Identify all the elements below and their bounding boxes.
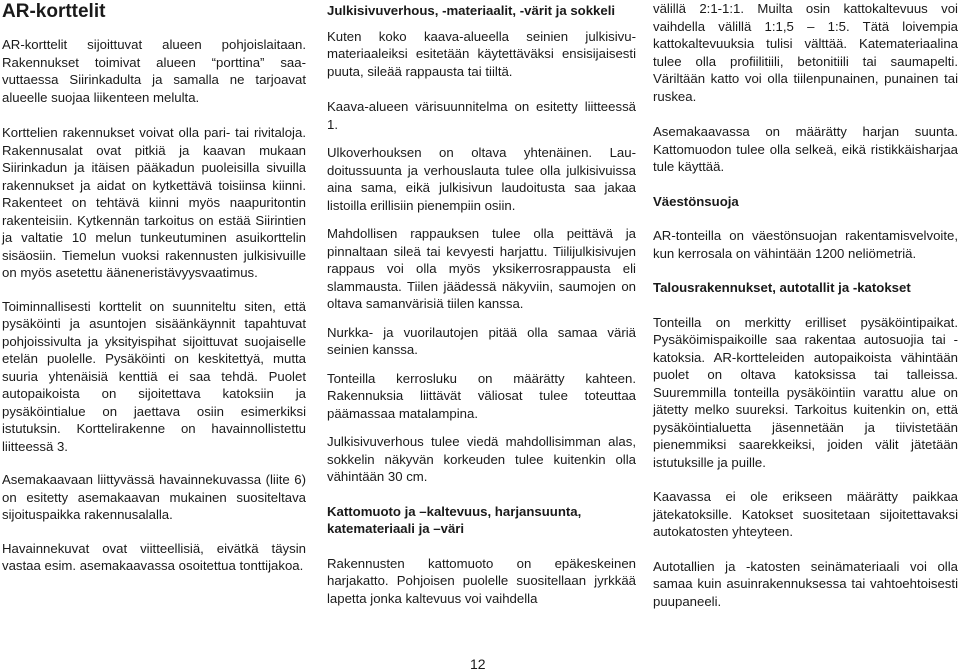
paragraph: Asemakaavaan liittyvässä havainnekuvassa (liite 6) on esitetty asemakaavan mukainen suositeltava sijoituspaikka rakennusalalla. [2,472,306,522]
paragraph: Kaava-alueen värisuunnitelma on esitetty liitteessä 1. [327,99,636,132]
paragraph: Toiminnallisesti korttelit on suunniteltu siten, että pysäköinti ja asuntojen sisäänkäynnit tapahtuvat pohjoissivulta ja yksityispihat sijoittuvat suojaiselle etelän puolelle. Pysäköinti on keskitettyä, mutta suuria yhtenäisiä kenttiä ei saa tehdä. Puolet autopaikoista on sijoitettava katoksiin ja pysäköintialue on jaettava osiin esimerkiksi istutuksin. Korttelirakenne on havainnollistettu liitteessä 3. [2,298,306,454]
paragraph: Kuten koko kaava-alueella seinien julkisivumateriaaleiksi esitetään käytettäväksi ensisijaisesti puuta, sileää rappausta tai tiiltä. [327,28,636,79]
column-3 [653,0,958,610]
paragraph: Asemakaavassa on määrätty harjan suunta. Kattomuodon tulee olla selkeä, eikä ristikkäisharjaa tule käyttää. [653,124,958,174]
section-title: AR-korttelit [2,1,106,22]
paragraph: Nurkka- ja vuorilautojen pitää olla samaa väriä seinien kanssa. [327,324,636,357]
paragraph: Julkisivuverhous tulee viedä mahdollisimman alas, sokkelin näkyvän korkeuden tulee kuitenkin olla vähintään 30 cm. [327,434,636,484]
heading-shelter: Väestönsuoja [653,193,739,209]
paragraph: Ulkoverhouksen on oltava yhtenäinen. Laudoitussuunta ja verhouslauta tulee olla julkisivuissa aina sama, eikä julkisivun laudoitusta saa jakaa listoilla erillisiin pienempiin osiin. [327,145,636,213]
paragraph: Autotallien ja -katosten seinämateriaali voi olla samaa kuin asuinrakennuksessa tai vahtoehtoisesti puupaneeli. [653,558,958,609]
paragraph: Rakennusten kattomuoto on epäkeskeinen harjakatto. Pohjoisen puolelle suositellaan jyrkkää lapetta jonka kaltevuus voi vaihdella [327,555,636,606]
paragraph: AR-korttelit sijoittuvat alueen pohjoislaitaan. Rakennukset toimivat alueen “porttina” saavuttaessa Siirinkadulta ja samalla ne tarjoavat alueelle suojaa liikenteen melulta. [2,37,306,105]
paragraph: Havainnekuvat ovat viitteellisiä, eivätkä täysin vastaa esim. asemakaavassa osoitettua tonttijakoa. [2,540,306,573]
heading-outbuildings: Talousrakennukset, autotallit ja -katokset [653,280,911,295]
paragraph: AR-tonteilla on väestönsuojan rakentamisvelvoite, kun kerrosala on vähintään 1200 neliömetriä. [653,228,958,261]
paragraph: Mahdollisen rappauksen tulee olla peittävä ja pinnaltaan sileä tai kevyesti harjattu. Tiilijulkisivujen rappaus voi olla myös yksikerrosrappausta eli slammausta. Tiilen jäädessä näkyviin, saumojen on oltava samanvärisiä tiilen kanssa. [327,226,636,311]
column-1 [2,0,306,575]
paragraph: Kaavassa ei ole erikseen määrätty paikkaa jätekatoksille. Katokset suositetaan sijoitettavaksi autokatosten yhteyteen. [653,489,958,539]
column-2 [327,0,636,607]
paragraph: välillä 2:1-1:1. Muilta osin kattokaltevuus voi vaihdella välillä 1:1,5 – 1:5. Tätä loivempia kattokaltevuuksia tulisi välttää. Katemateriaalina tulee olla profiilitiili, betonitiili tai saumapelti. Väriltään katto voi olla tiilenpunainen, punainen tai ruskea. [653,1,958,104]
paragraph: Korttelien rakennukset voivat olla pari- tai rivitaloja. Rakennusalat ovat pitkiä ja kaavan mukaan Siirinkadun ja itäisen pääkadun puoleisilla sivuilla rakennukset ja aidat on kytkettävä toisiinsa kiinni. Rakenteet on tehtävä kiinni myös naapuritontin rakenteisiin. Kytkennän tarkoitus on estää Siirintien ja valtatie 10 melun tunkeutuminen asuikorttelin sisäosiin. Tiemelun vuoksi rakennusten julkisivuille on myös asetettu ääneneristävyysvaatimus. [2,125,306,280]
paragraph: Tonteilla kerrosluku on määrätty kahteen. Rakennuksia liittävät väliosat tulee toteuttaa päämassaa matalampina. [327,370,636,421]
heading-roof: Kattomuoto ja –kaltevuus, harjansuunta, katemateriaali ja –väri [327,503,582,536]
heading-facade: Julkisivuverhous, -materiaalit, -värit ja sokkeli [327,3,616,18]
page-number: 12 [470,656,486,672]
paragraph: Tonteilla on merkitty erilliset pysäköintipaikat. Pysäköimispaikoille saa rakentaa autosuojia tai -katoksia. AR-kortteleiden autopaikoista vähintään puolet on oltava katoksissa tai talleissa. Suuremmilla tonteilla pysäköintiin varattu alue on jätetty melko suureksi. Tarkoitus kuitenkin on, että pysäköintialuetta jäsennetään ja tiivistetään pienemmiksi saarekkeiksi, joiden välit jätetään istutuksille ja puille. [653,314,958,470]
